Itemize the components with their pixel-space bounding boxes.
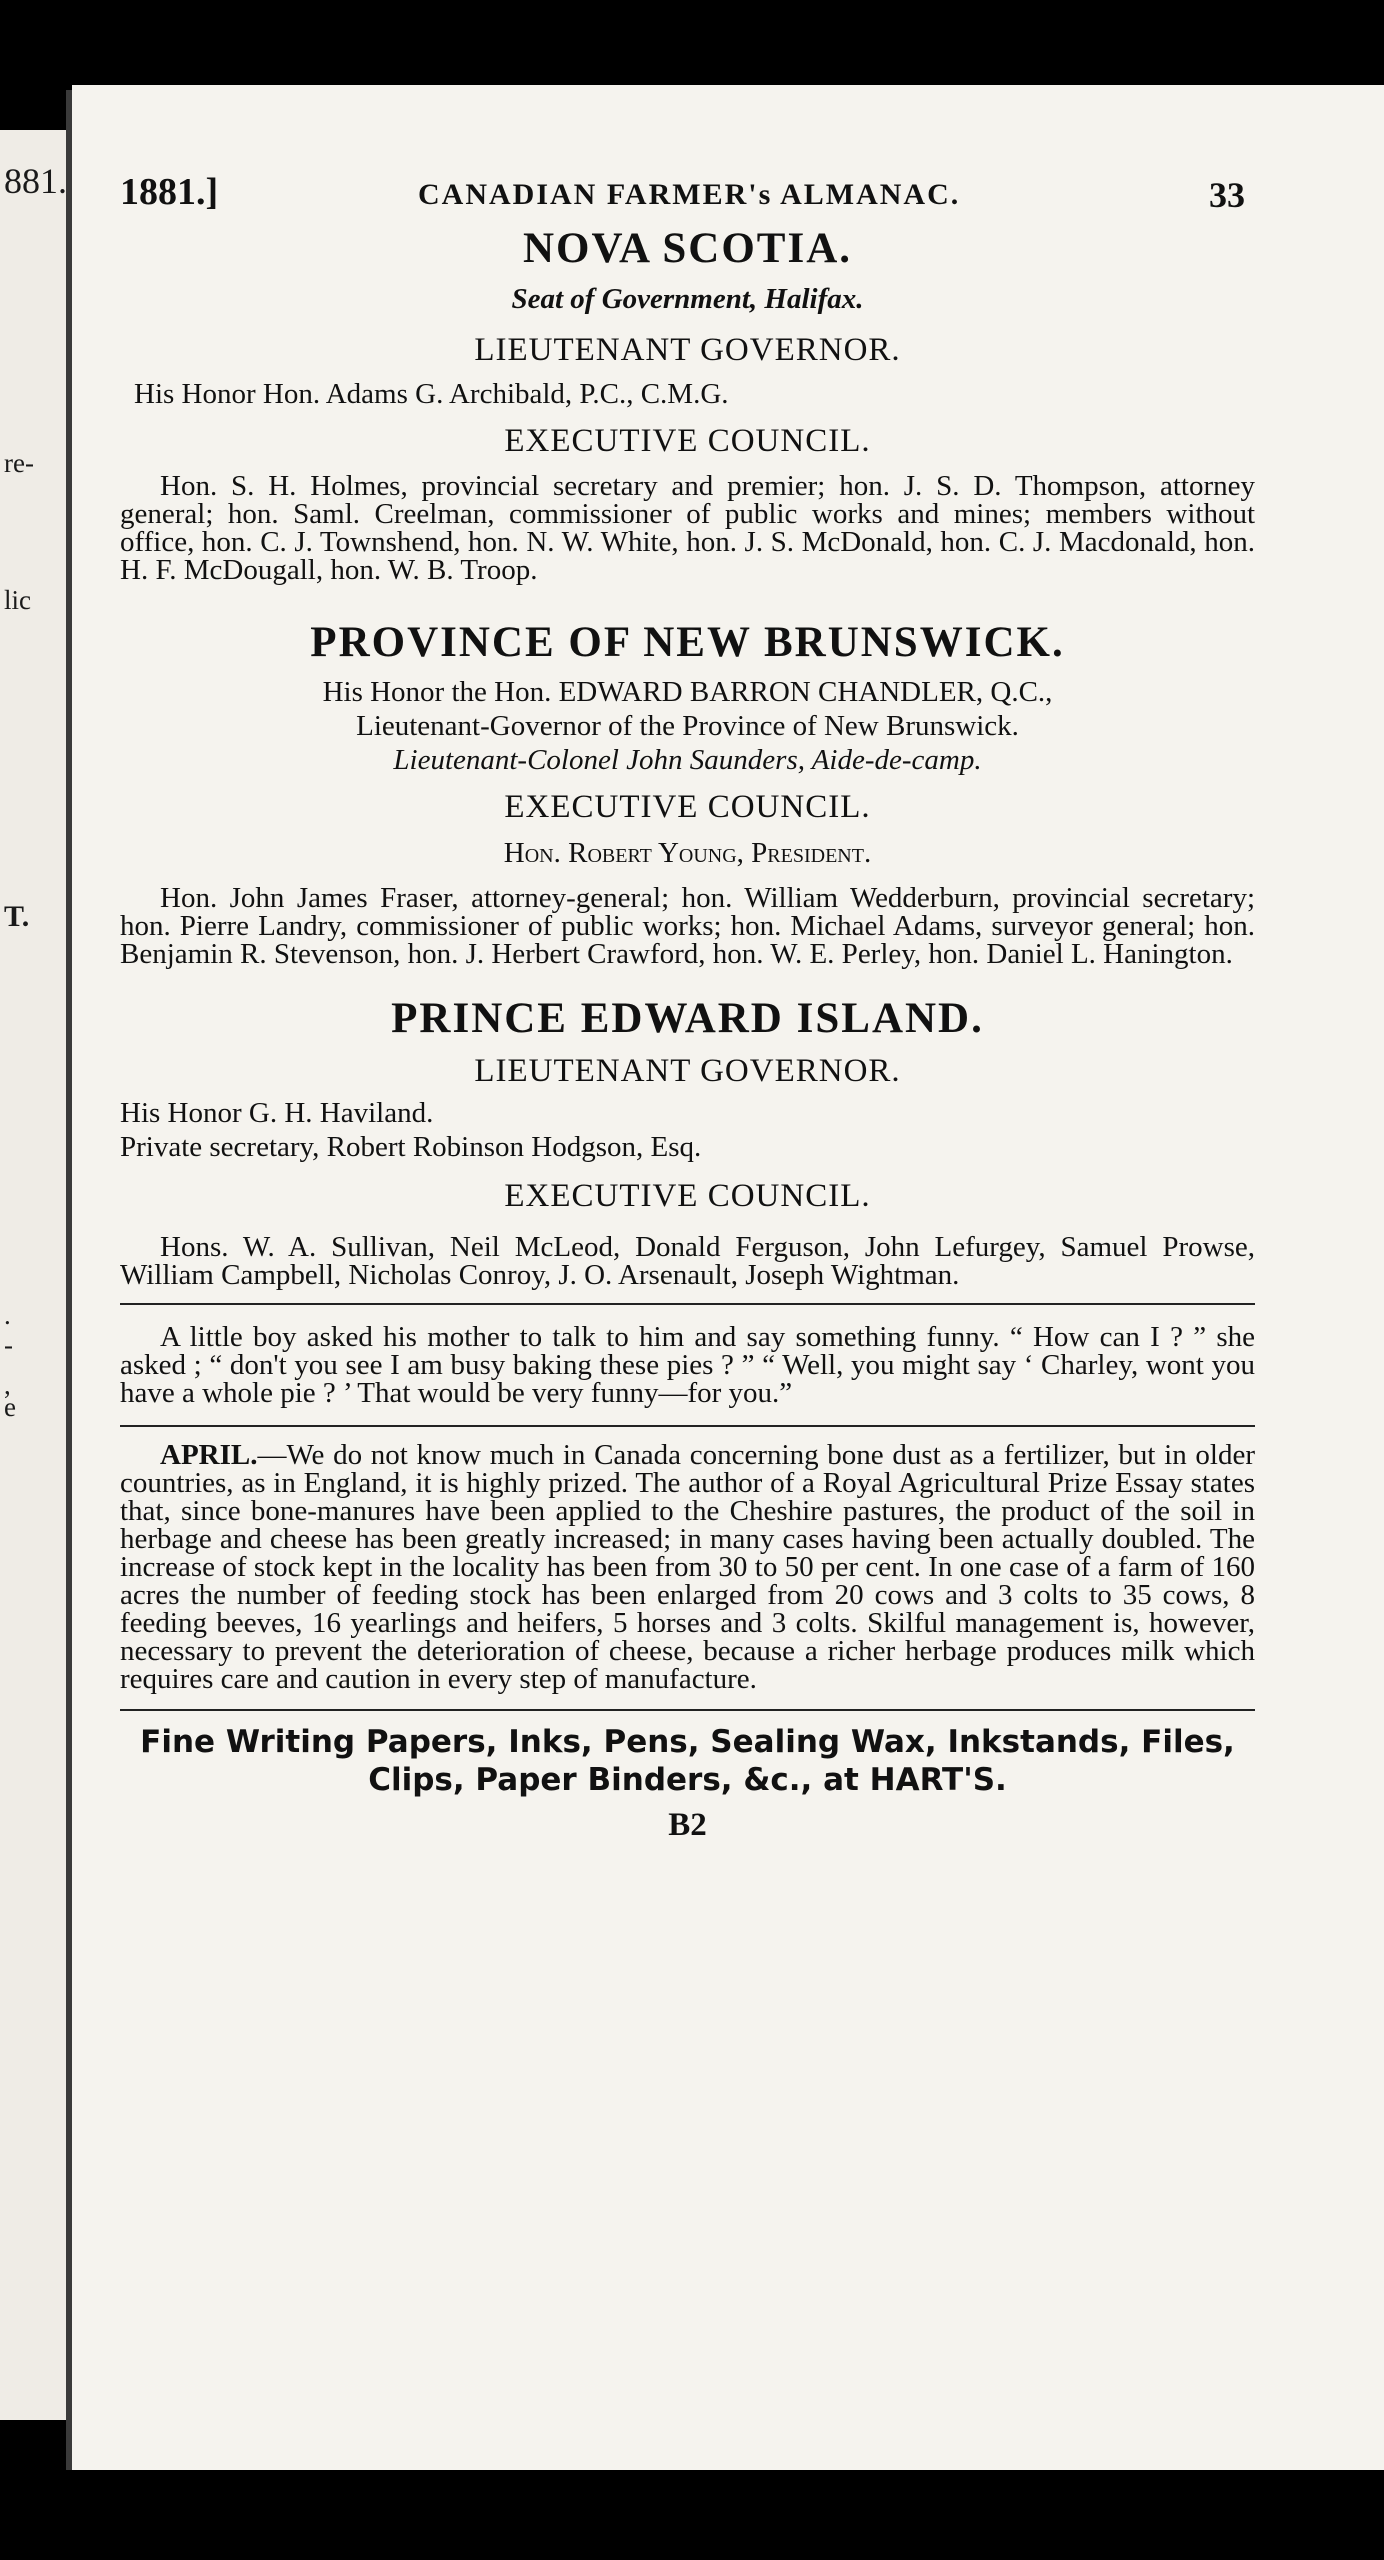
april-text: —We do not know much in Canada concerning bone dust as a fertilizer, but in older countries, as in England, it is highly prized. The author of a Royal Agricultural Prize Essay states that, since bone-manures have been applied to the Cheshire pastures, the product of the soil in herbage and cheese has been greatly increased; in many cases having been actually doubled. The increase of stock kept in the locality has been from 30 to 50 per cent. In one case of a farm of 160 acres the number of feeding stock has been enlarged from 20 cows and 3 colts to 35 cows, 8 feeding beeves, 16 yearlings and heifers, 5 horses and 3 colts. Skilful management is, however, necessary to prevent the deterioration of cheese, because a richer herbage produces milk which requires care and caution in every step of manufacture.: [120, 1439, 1255, 1695]
facing-fragment: 881.: [4, 161, 67, 201]
nova-scotia-seat: Seat of Government, Halifax.: [511, 283, 864, 315]
running-head-title: CANADIAN FARMER's ALMANAC.: [418, 178, 961, 211]
nova-scotia-council-text: Hon. S. H. Holmes, provincial secretary and premier; hon. J. S. D. Thompson, attorney general; hon. Saml. Creelman, commissioner of public works and mines; members without office, hon. C. J. Townshend, hon. N. W. White, hon. J. S. McDonald, hon. C. J. Macdonald, hon. H. F. McDougall, hon. W. B. Troop.: [120, 470, 1255, 586]
nova-scotia-title: NOVA SCOTIA.: [522, 225, 853, 272]
pei-secretary: Private secretary, Robert Robinson Hodgson, Esq.: [120, 1131, 702, 1163]
scan-border: [0, 2470, 1384, 2560]
pei-council-text: Hons. W. A. Sullivan, Neil McLeod, Donald Ferguson, John Lefurgey, Samuel Prowse, William Campbell, Nicholas Conroy, J. O. Arsenault, Joseph Wightman.: [120, 1231, 1255, 1291]
page-number: 33: [1209, 175, 1245, 215]
section-rule: [120, 1709, 1255, 1711]
new-brunswick-lg-line: His Honor the Hon. EDWARD BARRON CHANDLER, Q.C.,: [322, 676, 1053, 708]
pei-council-heading: EXECUTIVE COUNCIL.: [504, 1178, 871, 1214]
new-brunswick-title: PROVINCE OF NEW BRUNSWICK.: [310, 619, 1065, 666]
new-brunswick-council-heading: EXECUTIVE COUNCIL.: [504, 789, 871, 825]
signature-mark: B2: [668, 1807, 707, 1843]
new-brunswick-aide: Lieutenant-Colonel John Saunders, Aide-de-camp.: [393, 744, 982, 776]
facing-fragment: e: [4, 1392, 16, 1422]
april-paragraph: [120, 1441, 1255, 1693]
nova-scotia-council-heading: EXECUTIVE COUNCIL.: [504, 423, 871, 459]
running-head: [120, 170, 1255, 220]
advert-line-1: Fine Writing Papers, Inks, Pens, Sealing Wax, Inkstands, Files,: [140, 1724, 1235, 1760]
pei-title: PRINCE EDWARD ISLAND.: [391, 995, 984, 1042]
page-content: [120, 170, 1255, 1844]
facing-fragment: .: [4, 1300, 11, 1330]
facing-fragment: T.: [4, 900, 30, 933]
running-head-year: 1881.]: [120, 171, 219, 213]
pei-lg-heading: LIEUTENANT GOVERNOR.: [474, 1053, 901, 1089]
pei-lg-name: His Honor G. H. Haviland.: [120, 1097, 434, 1129]
nova-scotia-lg-heading: LIEUTENANT GOVERNOR.: [474, 332, 901, 368]
new-brunswick-president: Hon. Robert Young, President.: [503, 837, 872, 869]
section-rule: [120, 1425, 1255, 1427]
new-brunswick-council-text: Hon. John James Fraser, attorney-general; hon. William Wedderburn, provincial secretary; hon. Pierre Landry, commissioner of public works; hon. Michael Adams, surveyor general; hon. Benjamin R. Stevenson, hon. J. Herbert Crawford, hon. W. E. Perley, hon. Daniel L. Hanington.: [120, 882, 1255, 970]
facing-fragment: ,: [4, 1370, 11, 1400]
anecdote-paragraph: A little boy asked his mother to talk to him and say something funny. “ How can I ? ” she asked ; “ don't you see I am busy baking these pies ? ” “ Well, you might say ‘ Charley, wont you have a whole pie ? ’ That would be very funny—for you.”: [120, 1321, 1255, 1409]
facing-fragment: lic: [4, 585, 31, 615]
nova-scotia-lg-name: His Honor Hon. Adams G. Archibald, P.C., C.M.G.: [134, 378, 729, 410]
new-brunswick-lg-title: Lieutenant-Governor of the Province of New Brunswick.: [356, 710, 1019, 742]
section-rule: [120, 1303, 1255, 1305]
advert-line-2: Clips, Paper Binders, &c., at HART'S.: [368, 1762, 1007, 1798]
april-lead: APRIL.: [160, 1439, 258, 1471]
facing-fragment: re-: [4, 448, 34, 478]
facing-fragment: -: [4, 1330, 13, 1360]
